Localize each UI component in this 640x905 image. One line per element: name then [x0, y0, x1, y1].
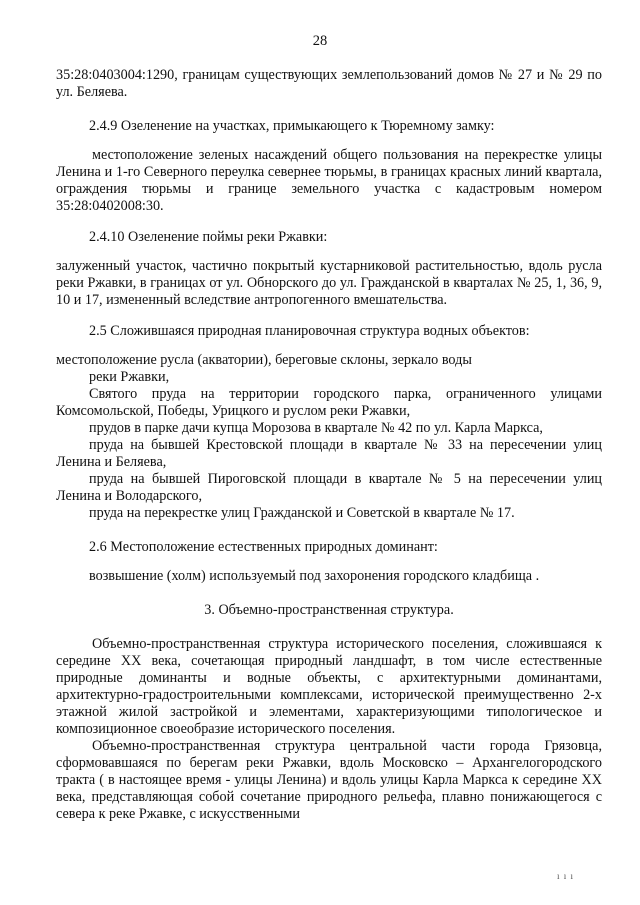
paragraph-floodplain: залуженный участок, частично покрытый кустарниковой растительностью, вдоль русла реки Ржавки, в границах от ул. Обнорского до ул. Гражданской в кварталах № 25, 1, 36, 9, 10 и 17, измененный вследствие антропогенного вмешательства. [56, 258, 602, 308]
section-title-3: 3. Объемно-пространственная структура. [204, 602, 454, 618]
list-item: прудов в парке дачи купца Морозова в квартале № 42 по ул. Карла Маркса, [89, 420, 543, 436]
heading-2-4-10: 2.4.10 Озеленение поймы реки Ржавки: [89, 229, 328, 245]
paragraph-water-location: местоположение русла (акватории), береговые склоны, зеркало воды [56, 352, 472, 368]
list-item: пруда на бывшей Пироговской площади в квартале № 5 на пересечении улиц Ленина и Володарского, [56, 471, 602, 504]
heading-2-4-9: 2.4.9 Озеленение на участках, примыкающего к Тюремному замку: [89, 118, 495, 134]
list-item: Святого пруда на территории городского парка, ограниченного улицами Комсомольской, Победы, Урицкого и руслом реки Ржавки, [56, 386, 602, 419]
page-number: 28 [312, 33, 328, 49]
paragraph-prison-greenery: местоположение зеленых насаждений общего пользования на перекрестке улицы Ленина и 1-го Северного переулка севернее тюрьмы, в границах красных линий квартала, ограждения тюрьмы и границе земельного участка с кадастровым номером 35:28:0402008:30. [56, 147, 602, 214]
heading-2-5: 2.5 Сложившаяся природная планировочная структура водных объектов: [89, 323, 530, 339]
heading-2-6: 2.6 Местоположение естественных природных доминант: [89, 539, 438, 555]
document-body [56, 67, 602, 823]
paragraph-central-part: Объемно-пространственная структура центральной части города Грязовца, сформовавшаяся по берегам реки Ржавки, вдоль Московско – Архангелогородского тракта ( в настоящее время - улицы Ленина) и вдоль улицы Карла Маркса к середине XX века, представляющая собой сочетание природного рельефа, плавно понижающегося с севера к реке Ржавке, с искусственными [56, 738, 602, 822]
paragraph-cadastral-continuation: 35:28:0403004:1290, границам существующих землепользований домов № 27 и № 29 по ул. Беляева. [56, 67, 602, 100]
list-item: пруда на перекрестке улиц Гражданской и Советской в квартале № 17. [89, 505, 515, 521]
list-item: пруда на бывшей Крестовской площади в квартале № 33 на пересечении улиц Ленина и Беляева, [56, 437, 602, 470]
paragraph-spatial-structure: Объемно-пространственная структура исторического поселения, сложившаяся к середине XX века, сочетающая природный ландшафт, в том числе естественные природные доминанты и водные объекты, с архитектурными доминантами, архитектурно-градостроительными комплексами, исторической преимущественно 2-х этажной жилой застройкой и элементами, характеризующими типологическое и композиционное своеобразие исторического поселения. [56, 636, 602, 737]
footer-mark: ı ı ı [556, 871, 574, 881]
list-item: реки Ржавки, [89, 369, 170, 385]
paragraph-dominants: возвышение (холм) используемый под захоронения городского кладбища . [89, 568, 540, 584]
